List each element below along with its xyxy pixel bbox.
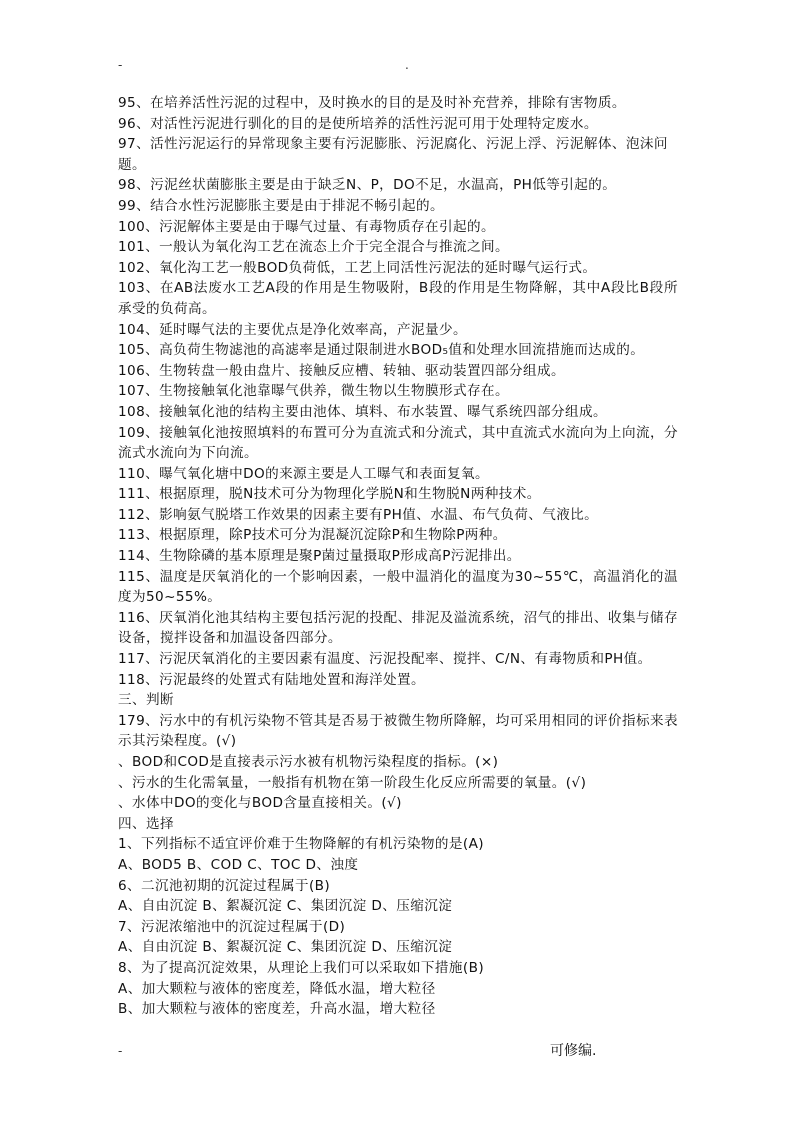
text-line: 113、根据原理，除P技术可分为混凝沉淀除P和生物除P两种。	[118, 527, 507, 544]
text-line: A、自由沉淀 B、絮凝沉淀 C、集团沉淀 D、压缩沉淀	[118, 898, 453, 915]
text-line: 106、生物转盘一般由盘片、接触反应槽、转轴、驱动装置四部分组成。	[118, 362, 565, 379]
text-line: 99、结合水性污泥膨胀主要是由于排泥不畅引起的。	[118, 197, 444, 214]
text-line: 118、污泥最终的处置式有陆地处置和海洋处置。	[118, 671, 426, 688]
text-line: 6、二沉池初期的沉淀过程属于(B)	[118, 877, 331, 894]
text-line: 179、污水中的有机污染物不管其是否易于被微生物所降解，均可采用相同的评价指标来表示其污染程度。(√)	[118, 712, 678, 750]
text-line: 114、生物除磷的基本原理是聚P菌过量摄取P形成高P污泥排出。	[118, 548, 521, 565]
text-line: A、BOD5 B、COD C、TOC D、浊度	[118, 856, 359, 873]
header-dash: -	[118, 58, 123, 72]
text-line: 101、一般认为氧化沟工艺在流态上介于完全混合与推流之间。	[118, 239, 509, 256]
text-line: 116、厌氧消化池其结构主要包括污泥的投配、排泥及溢流系统，沼气的排出、收集与储存设备，搅拌设备和加温设备四部分。	[118, 609, 678, 647]
text-line: 8、为了提高沉淀效果，从理论上我们可以采取如下措施(B)	[118, 959, 485, 976]
text-line: 104、延时曝气法的主要优点是净化效率高，产泥量少。	[118, 321, 468, 338]
section-heading: 四、选择	[118, 815, 174, 832]
text-line: 95、在培养活性污泥的过程中，及时换水的目的是及时补充营养，排除有害物质。	[118, 95, 626, 111]
text-line: A、加大颗粒与液体的密度差，降低水温，增大粒径	[118, 980, 436, 997]
text-line: A、自由沉淀 B、絮凝沉淀 C、集团沉淀 D、压缩沉淀	[118, 939, 453, 956]
text-line: 112、影响氨气脱塔工作效果的因素主要有PH值、水温、布气负荷、气液比。	[118, 506, 599, 523]
header-dot: .	[405, 58, 409, 72]
document-body	[118, 93, 678, 1020]
text-line: 111、根据原理，脱N技术可分为物理化学脱N和生物脱N两种技术。	[118, 486, 541, 503]
text-line: 102、氧化沟工艺一般BOD负荷低，工艺上同活性污泥法的延时曝气运行式。	[118, 259, 597, 276]
text-line: 110、曝气氧化塘中DO的来源主要是人工曝气和表面复氧。	[118, 465, 489, 482]
text-line: 105、高负荷生物滤池的高滤率是通过限制进水BOD₅值和处理水回流措施而达成的。	[118, 342, 645, 359]
text-line: 100、污泥解体主要是由于曝气过量、有毒物质存在引起的。	[118, 218, 495, 235]
text-line: 98、污泥丝状菌膨胀主要是由于缺乏N、P，DO不足，水温高，PH低等引起的。	[118, 177, 617, 194]
text-line: 、污水的生化需氧量，一般指有机物在第一阶段生化反应所需要的氧量。(√)	[118, 774, 587, 791]
section-heading: 三、判断	[118, 692, 174, 709]
text-line: B、加大颗粒与液体的密度差，升高水温，增大粒径	[118, 1001, 436, 1018]
text-line: 107、生物接触氧化池靠曝气供养，微生物以生物膜形式存在。	[118, 383, 509, 400]
footer-note: 可修编.	[550, 1043, 597, 1059]
text-line: 96、对活性污泥进行驯化的目的是使所培养的活性污泥可用于处理特定废水。	[118, 115, 598, 132]
text-line: 、BOD和COD是直接表示污水被有机物污染程度的指标。(×)	[118, 754, 499, 770]
text-line: 97、活性污泥运行的异常现象主要有污泥膨胀、污泥腐化、污泥上浮、污泥解体、泡沫问题。	[118, 136, 668, 173]
text-line: 1、下列指标不适宜评价难于生物降解的有机污染物的是(A)	[118, 836, 485, 853]
text-line: 103、在AB法废水工艺A段的作用是生物吸附，B段的作用是生物降解，其中A段比B段所承受的负荷高。	[118, 280, 678, 317]
text-line: 109、接触氧化池按照填料的布置可分为直流式和分流式，其中直流式水流向为上向流，分流式水流向为下向流。	[118, 424, 678, 462]
text-line: 7、污泥浓缩池中的沉淀过程属于(D)	[118, 918, 346, 935]
text-line: 、水体中DO的变化与BOD含量直接相关。(√)	[118, 795, 402, 812]
text-line: 115、温度是厌氧消化的一个影响因素，一般中温消化的温度为30~55℃，高温消化的温度为50~55%。	[118, 568, 678, 606]
text-line: 108、接触氧化池的结构主要由池体、填料、布水装置、曝气系统四部分组成。	[118, 403, 607, 420]
footer-dash: -	[118, 1044, 123, 1058]
text-line: 117、污泥厌氧消化的主要因素有温度、污泥投配率、搅拌、C/N、有毒物质和PH值。	[118, 651, 652, 668]
